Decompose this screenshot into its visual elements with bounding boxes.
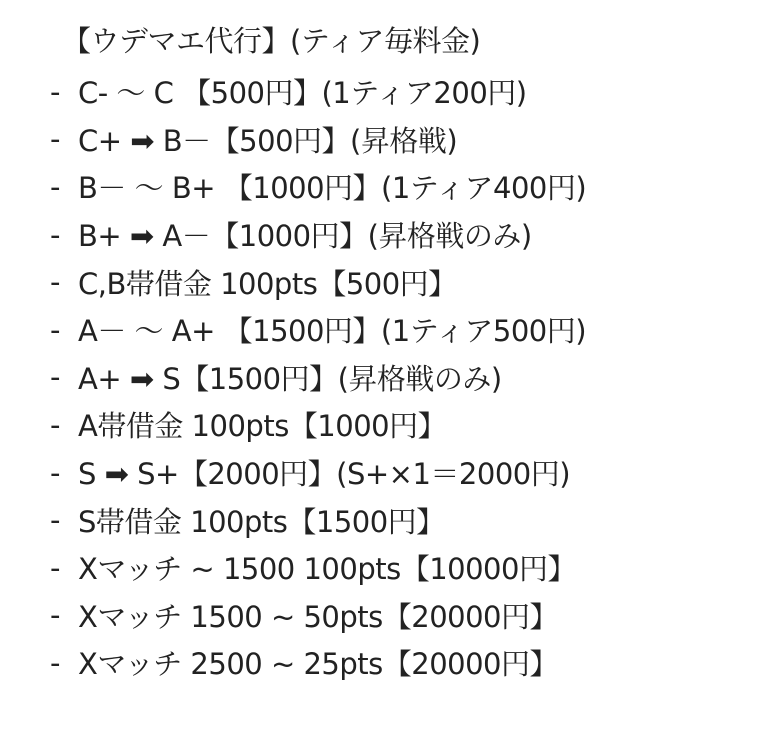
list-bullet: - (50, 169, 60, 204)
list-bullet: - (50, 312, 60, 347)
list-item-text: S帯借金 100pts【1500円】 (78, 504, 445, 539)
list-item-text: B－ 〜 B+ 【1000円】(1ティア400円) (78, 171, 587, 206)
list-item (50, 449, 586, 497)
list-item (50, 544, 586, 592)
list-item-text: S ➡ S+【2000円】(S+×1＝2000円) (78, 457, 571, 492)
list-bullet: - (50, 455, 60, 490)
list-bullet: - (50, 360, 60, 395)
list-bullet: - (50, 645, 60, 680)
list-item (50, 639, 586, 687)
list-bullet: - (50, 74, 60, 109)
list-item-text: C- 〜 C 【500円】(1ティア200円) (78, 76, 527, 111)
list-item-text: C+ ➡ B－【500円】(昇格戦) (78, 123, 458, 158)
price-list (50, 68, 586, 687)
list-item (50, 258, 586, 306)
list-item (50, 163, 586, 211)
list-item (50, 354, 586, 402)
list-item (50, 496, 586, 544)
list-bullet: - (50, 265, 60, 300)
list-item (50, 116, 586, 164)
list-item-text: A－ 〜 A+ 【1500円】(1ティア500円) (78, 314, 587, 349)
list-item (50, 211, 586, 259)
list-item-text: Xマッチ 2500 ~ 25pts【20000円】 (78, 647, 559, 682)
list-item (50, 401, 586, 449)
list-item (50, 68, 586, 116)
list-bullet: - (50, 598, 60, 633)
list-item-text: Xマッチ 1500 ~ 50pts【20000円】 (78, 599, 559, 634)
list-item (50, 306, 586, 354)
list-item-text: B+ ➡ A－【1000円】(昇格戦のみ) (78, 219, 532, 254)
list-item-text: A+ ➡ S【1500円】(昇格戦のみ) (78, 361, 502, 396)
document-title: 【ウデマエ代行】(ティア毎料金) (62, 24, 481, 58)
list-bullet: - (50, 407, 60, 442)
list-item-text: Xマッチ ~ 1500 100pts【10000円】 (78, 552, 576, 587)
list-item (50, 592, 586, 640)
list-bullet: - (50, 503, 60, 538)
list-bullet: - (50, 550, 60, 585)
list-item-text: A帯借金 100pts【1000円】 (78, 409, 447, 444)
list-bullet: - (50, 122, 60, 157)
list-bullet: - (50, 217, 60, 252)
list-item-text: C,B帯借金 100pts【500円】 (78, 266, 457, 301)
